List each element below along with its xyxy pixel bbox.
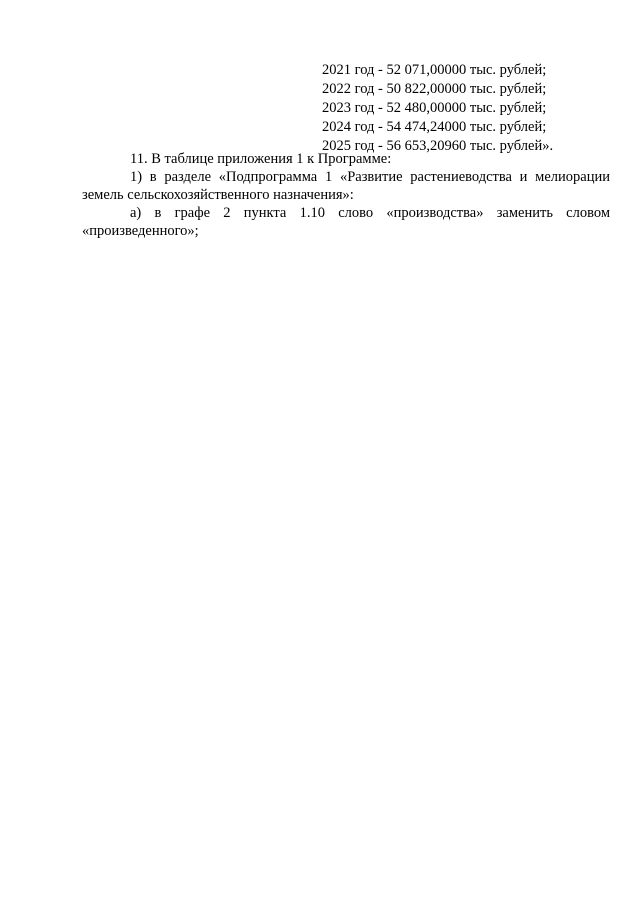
budget-line-2023: 2023 год - 52 480,00000 тыс. рублей; <box>322 100 547 116</box>
budget-line-2022: 2022 год - 50 822,00000 тыс. рублей; <box>322 81 547 97</box>
budget-line-2025: 2025 год - 56 653,20960 тыс. рублей». <box>322 138 554 154</box>
budget-line-2024: 2024 год - 54 474,24000 тыс. рублей; <box>322 119 547 135</box>
budget-line-2021: 2021 год - 52 071,00000 тыс. рублей; <box>322 62 547 78</box>
paragraph-item-a: а) в графе 2 пункта 1.10 слово «производства» заменить словом «произведенного»; <box>82 205 610 239</box>
paragraph-subprogram-1: 1) в разделе «Подпрограмма 1 «Развитие растениеводства и мелиорации земель сельскохозяйственного назначения»: <box>82 169 610 203</box>
budget-by-year-list <box>322 61 553 156</box>
document-body <box>82 150 610 240</box>
paragraph-item-11: 11. В таблице приложения 1 к Программе: <box>130 151 392 167</box>
